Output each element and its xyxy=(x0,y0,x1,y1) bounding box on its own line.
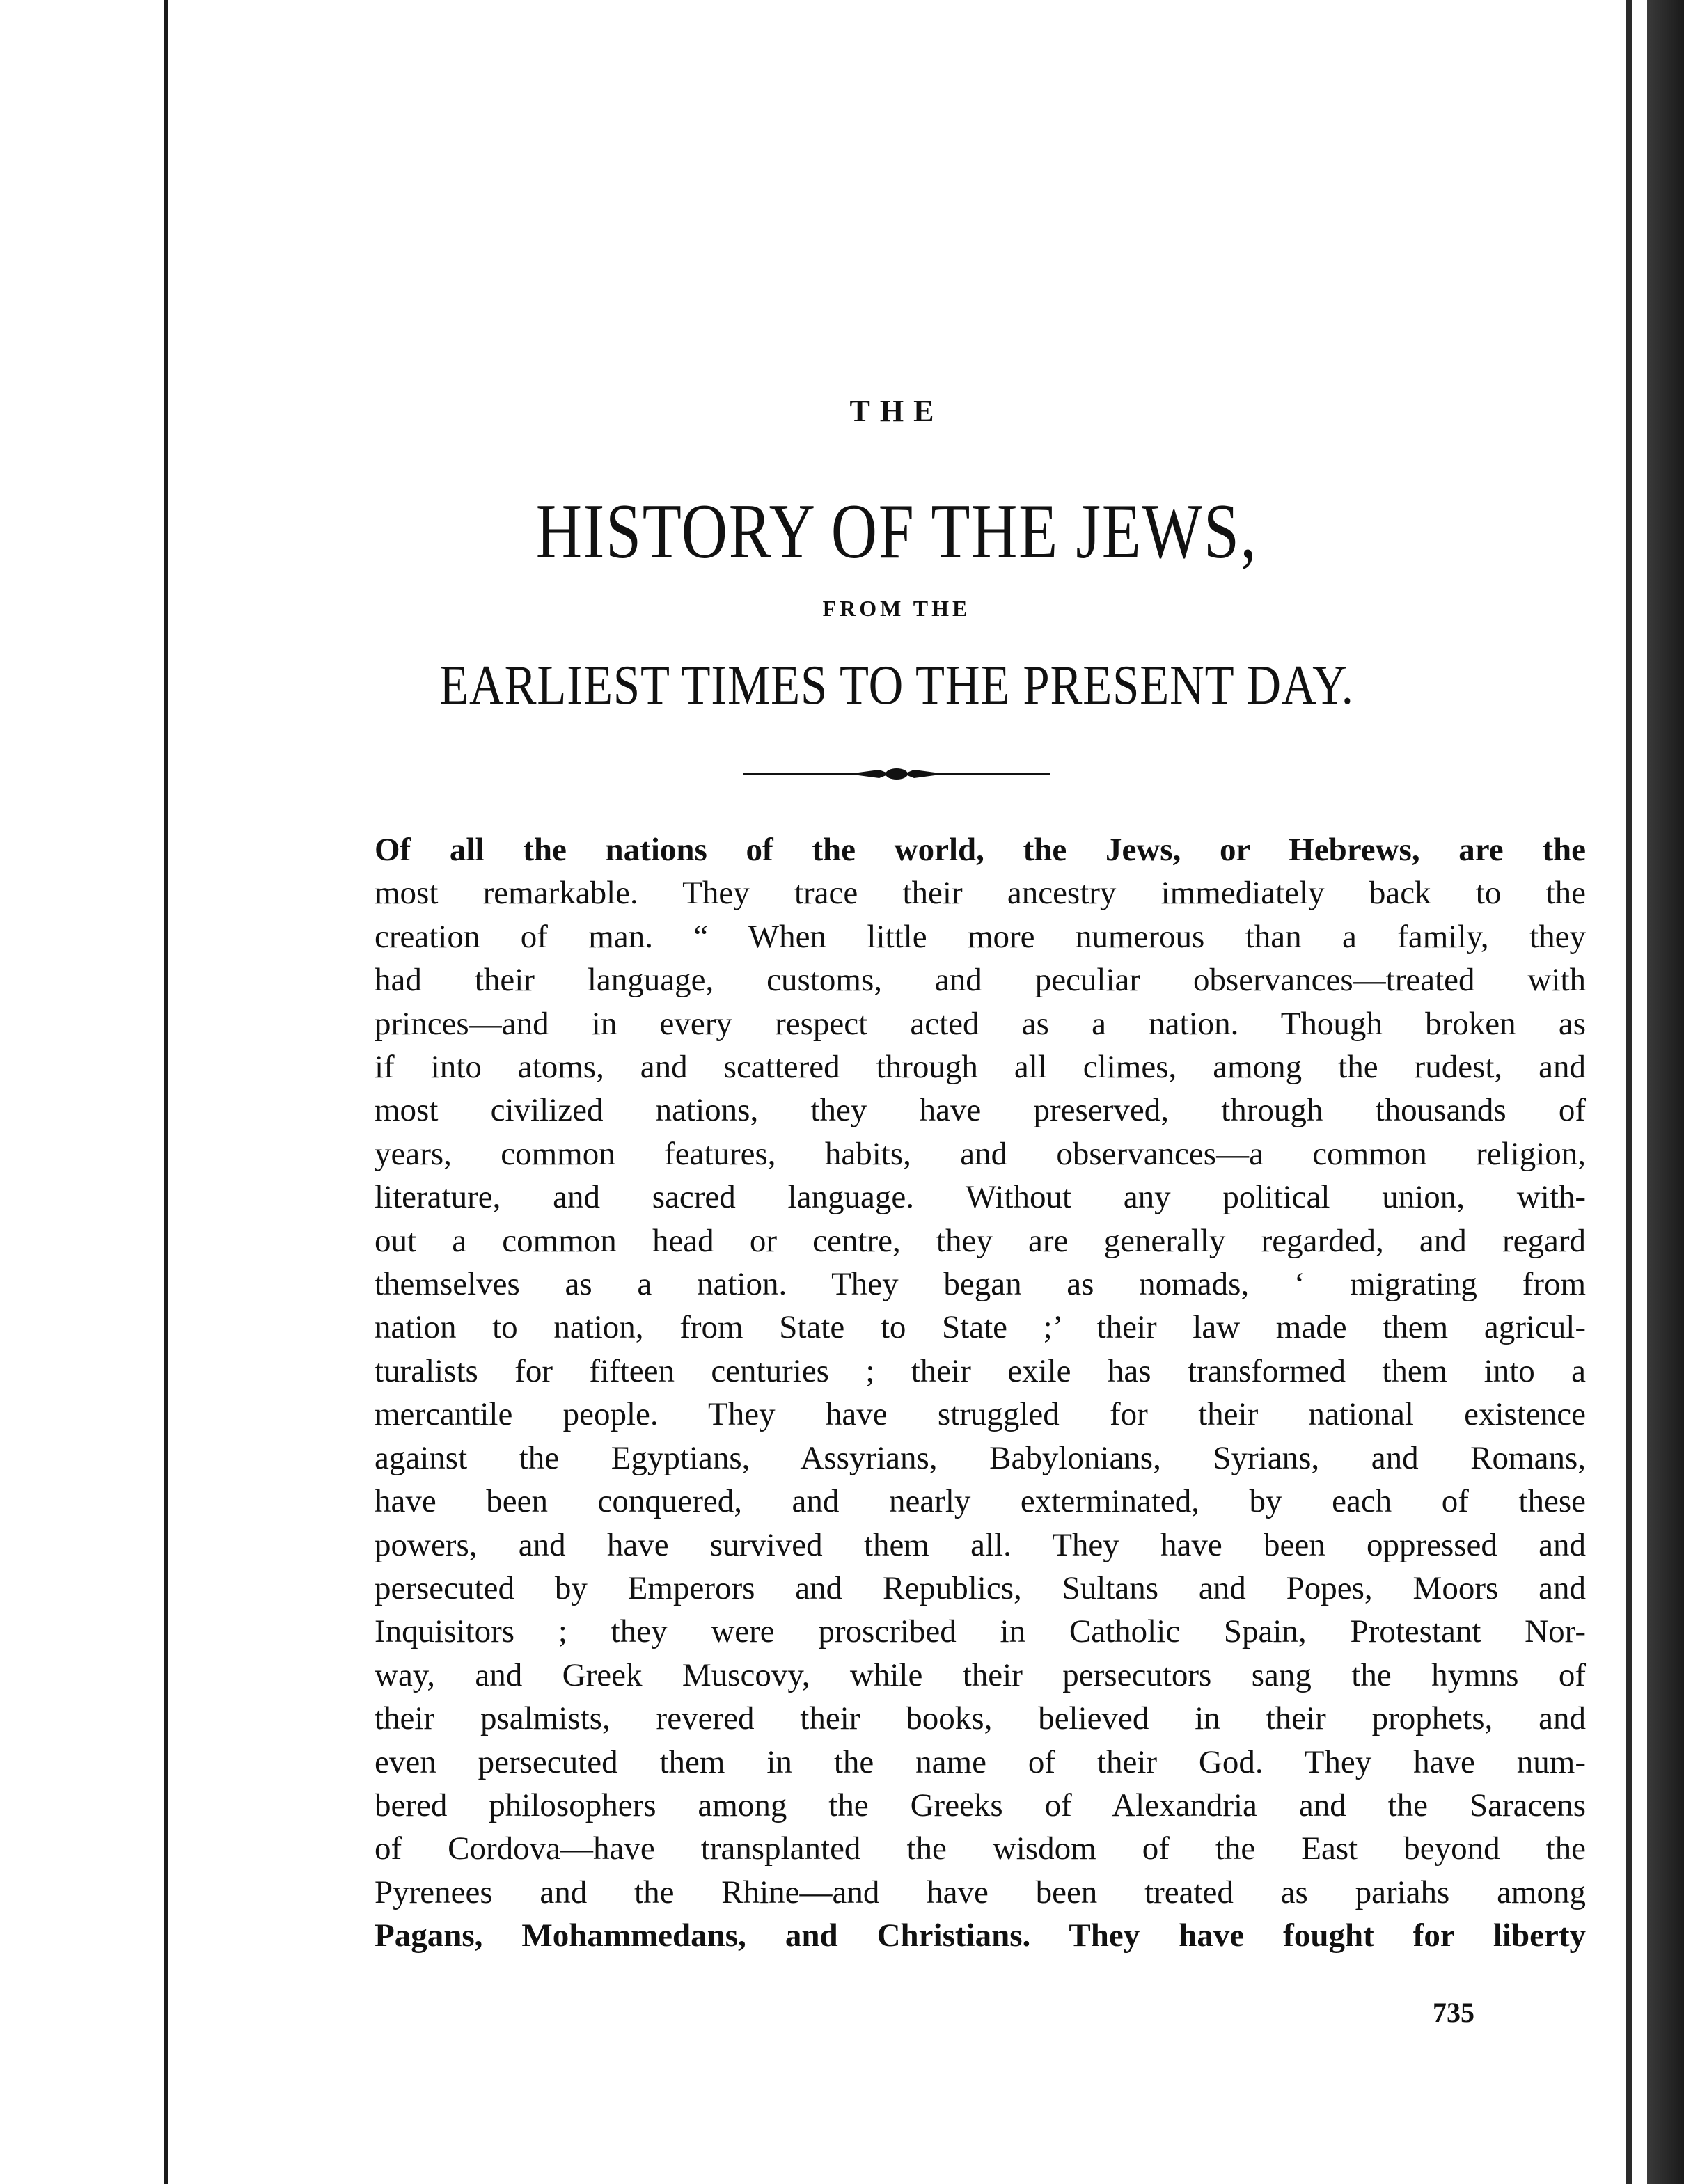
text-line-24: of Cordova—have transplanted the wisdom of the East beyond the xyxy=(375,1830,1586,1867)
text-line-19: Inquisitors ; they were proscribed in Catholic Spain, Protestant Nor- xyxy=(375,1613,1586,1650)
title-prefix: THE xyxy=(849,394,944,428)
text-line-18: persecuted by Emperors and Republics, Sultans and Popes, Moors and xyxy=(375,1569,1586,1606)
page-number: 735 xyxy=(1433,1997,1474,2028)
title-connector: FROM THE xyxy=(822,596,971,621)
body-text xyxy=(375,828,1586,1958)
text-line-26: Pagans, Mohammedans, and Christians. They have fought for liberty xyxy=(375,1917,1586,1954)
text-line-5: princes—and in every respect acted as a nation. Though broken as xyxy=(375,1005,1586,1042)
text-line-3: creation of man. “ When little more numerous than a family, they xyxy=(375,918,1586,955)
left-page-edge xyxy=(0,0,168,2184)
text-line-9: literature, and sacred language. Without any political union, with- xyxy=(375,1179,1586,1216)
text-line-15: against the Egyptians, Assyrians, Babylonians, Syrians, and Romans, xyxy=(375,1439,1586,1476)
text-line-16: have been conquered, and nearly exterminated, by each of these xyxy=(375,1483,1586,1520)
text-line-1: Of all the nations of the world, the Jews, or Hebrews, are the xyxy=(375,832,1586,868)
text-line-4: had their language, customs, and peculiar observances—treated with xyxy=(375,962,1586,999)
text-line-2: most remarkable. They trace their ancestry immediately back to the xyxy=(375,875,1586,912)
book-page xyxy=(173,0,1621,2184)
text-line-17: powers, and have survived them all. They have been oppressed and xyxy=(375,1526,1586,1563)
text-line-6: if into atoms, and scattered through all climes, among the rudest, and xyxy=(375,1049,1586,1086)
text-line-14: mercantile people. They have struggled for their national existence xyxy=(375,1396,1586,1433)
text-line-23: bered philosophers among the Greeks of Alexandria and the Saracens xyxy=(375,1787,1586,1823)
ornamental-rule-icon xyxy=(743,766,1050,782)
text-line-12: nation to nation, from State to State ;’ their law made them agricul- xyxy=(375,1309,1586,1346)
text-line-21: their psalmists, revered their books, believed in their prophets, and xyxy=(375,1700,1586,1737)
text-line-20: way, and Greek Muscovy, while their persecutors sang the hymns of xyxy=(375,1656,1586,1693)
text-line-7: most civilized nations, they have preserved, through thousands of xyxy=(375,1092,1586,1129)
text-line-25: Pyrenees and the Rhine—and have been treated as pariahs among xyxy=(375,1874,1586,1910)
text-line-10: out a common head or centre, they are generally regarded, and regard xyxy=(375,1222,1586,1259)
text-line-13: turalists for fifteen centuries ; their exile has transformed them into a xyxy=(375,1352,1586,1389)
text-line-8: years, common features, habits, and observances—a common religion, xyxy=(375,1135,1586,1172)
page-title: HISTORY OF THE JEWS, xyxy=(535,489,1258,575)
text-line-22: even persecuted them in the name of their God. They have num- xyxy=(375,1743,1586,1780)
page-subtitle: EARLIEST TIMES TO THE PRESENT DAY. xyxy=(439,655,1354,716)
right-book-edge xyxy=(1626,0,1684,2184)
text-line-11: themselves as a nation. They began as nomads, ‘ migrating from xyxy=(375,1266,1586,1303)
